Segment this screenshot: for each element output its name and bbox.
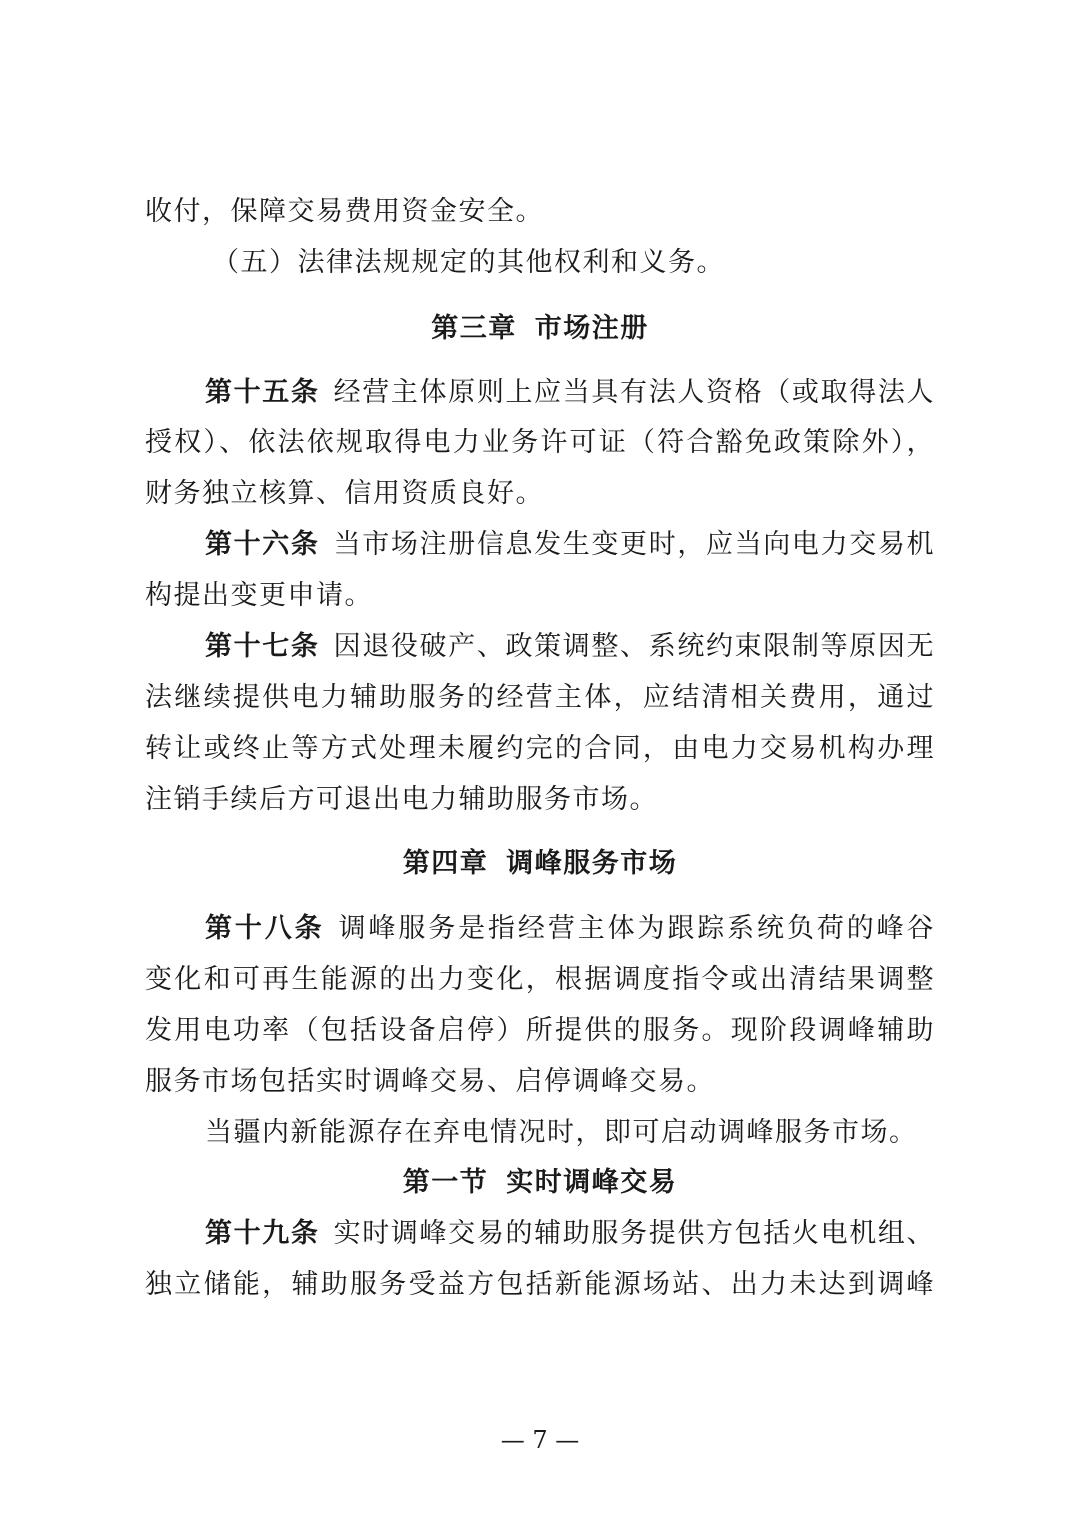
chapter-number: 第四章	[402, 848, 489, 879]
article-first-line	[205, 527, 935, 563]
article-line	[145, 578, 935, 614]
article-text: 发用电功率（包括设备启停）所提供的服务。现阶段调峰辅助	[145, 1015, 935, 1046]
article-text: 变化和可再生能源的出力变化，根据调度指令或出清结果调整	[145, 964, 935, 995]
article-text: 因退役破产、政策调整、系统约束限制等原因无	[333, 631, 936, 662]
article-text: 实时调峰交易的辅助服务提供方包括火电机组、	[333, 1218, 936, 1249]
article-first-line	[205, 1216, 935, 1252]
article-first-line	[205, 629, 935, 665]
article-line	[145, 782, 935, 818]
article-first-line	[205, 375, 935, 411]
section-title: 实时调峰交易	[506, 1167, 678, 1198]
article-text: 当市场注册信息发生变更时，应当向电力交易机	[333, 529, 936, 560]
paragraph-line	[145, 194, 935, 230]
article-text: 构提出变更申请。	[145, 580, 373, 611]
article-text: 财务独立核算、信用资质良好。	[145, 478, 544, 509]
section-number: 第一节	[402, 1167, 489, 1198]
chapter-number: 第三章	[431, 313, 517, 344]
chapter-heading	[0, 846, 1080, 882]
chapter-title: 市场注册	[534, 313, 649, 344]
chapter-heading	[0, 311, 1080, 347]
article-label: 第十六条	[205, 529, 320, 560]
article-text: 注销手续后方可退出电力辅助服务市场。	[145, 784, 658, 815]
article-line	[145, 1064, 935, 1100]
article-text: 独立储能，辅助服务受益方包括新能源场站、出力未达到调峰	[145, 1269, 935, 1300]
paragraph-line	[205, 1115, 935, 1151]
article-text: 服务市场包括实时调峰交易、启停调峰交易。	[145, 1066, 715, 1097]
article-label: 第十八条	[205, 913, 325, 944]
article-text: 法继续提供电力辅助服务的经营主体，应结清相关费用，通过	[145, 682, 935, 713]
chapter-title: 调峰服务市场	[506, 848, 678, 879]
article-line	[145, 962, 935, 998]
paragraph-text: （五）法律法规规定的其他权利和义务。	[212, 247, 725, 278]
article-label: 第十九条	[205, 1218, 320, 1249]
article-label: 第十七条	[205, 631, 320, 662]
article-label: 第十五条	[205, 377, 320, 408]
article-line	[145, 425, 935, 461]
article-line	[145, 680, 935, 716]
article-text: 转让或终止等方式处理未履约完的合同，由电力交易机构办理	[145, 733, 935, 764]
article-line	[145, 1267, 935, 1303]
article-first-line	[205, 911, 935, 947]
article-line	[145, 1013, 935, 1049]
article-line	[145, 731, 935, 767]
paragraph-text: 收付，保障交易费用资金安全。	[145, 196, 544, 227]
article-line	[145, 476, 935, 512]
paragraph-line	[212, 245, 935, 281]
page-number: — 7 —	[500, 1426, 580, 1454]
article-text: 授权）、依法依规取得电力业务许可证（符合豁免政策除外），	[145, 427, 935, 458]
section-heading	[0, 1165, 1080, 1201]
paragraph-text: 当疆内新能源存在弃电情况时，即可启动调峰服务市场。	[205, 1117, 918, 1148]
article-text: 经营主体原则上应当具有法人资格（或取得法人	[333, 377, 936, 408]
article-text: 调峰服务是指经营主体为跟踪系统负荷的峰谷	[338, 913, 936, 944]
